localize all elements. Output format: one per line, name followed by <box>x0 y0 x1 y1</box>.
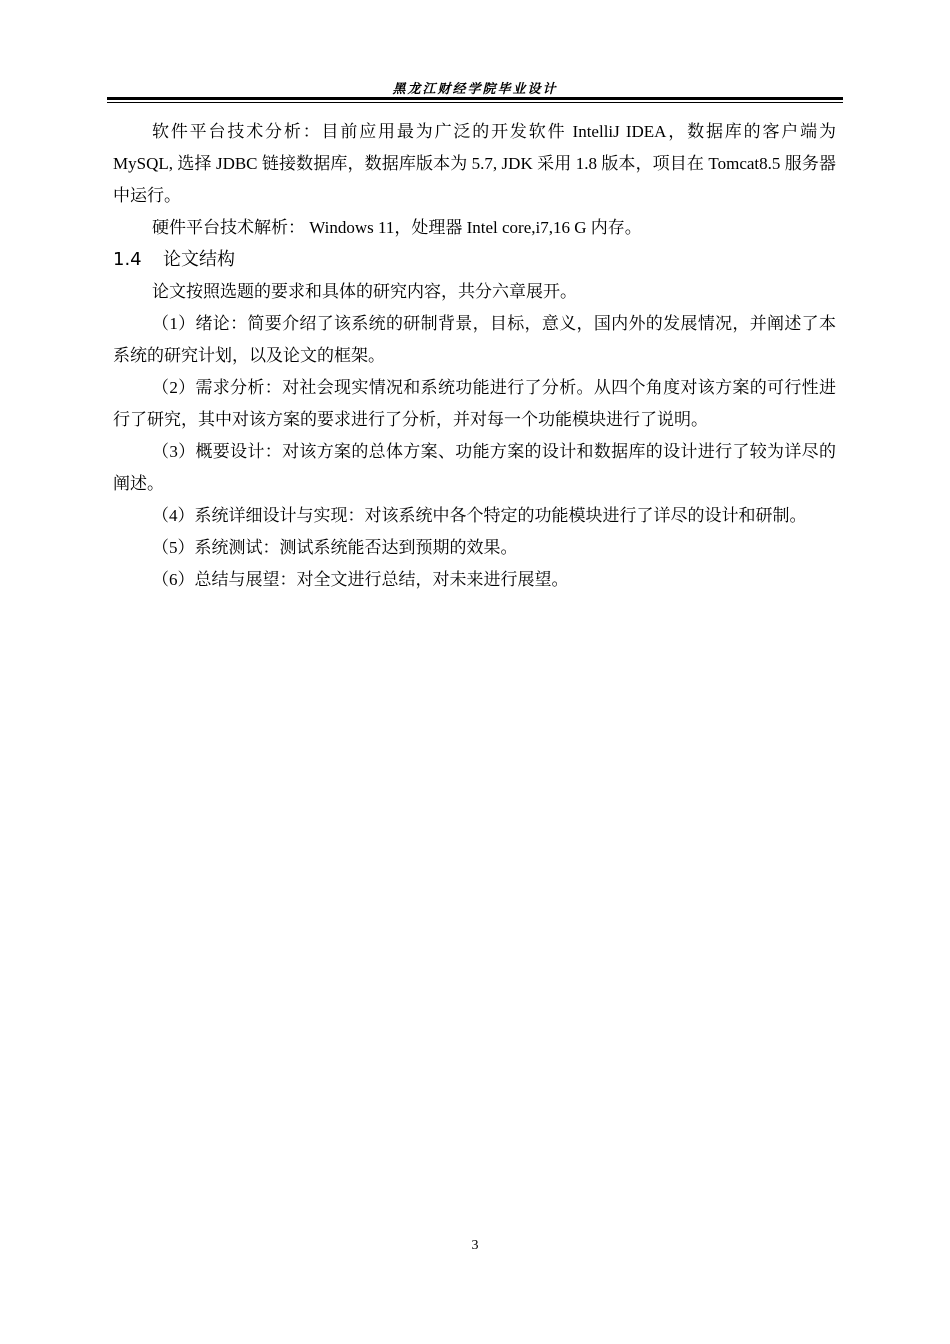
header-title: 黑龙江财经学院毕业设计 <box>392 82 558 97</box>
paragraph-chapter-3: （3）概要设计：对该方案的总体方案、功能方案的设计和数据库的设计进行了较为详尽的阐述。 <box>113 442 836 493</box>
paragraph-intro: 论文按照选题的要求和具体的研究内容，共分六章展开。 <box>152 282 577 301</box>
section-heading <box>113 244 836 276</box>
section-number: 1.4 <box>113 249 142 270</box>
paragraph-chapter-4: （4）系统详细设计与实现：对该系统中各个特定的功能模块进行了详尽的设计和研制。 <box>152 506 807 525</box>
page-number: 3 <box>471 1238 479 1253</box>
paragraph-software-platform: 软件平台技术分析：目前应用最为广泛的开发软件 IntelliJ IDEA，数据库的客户端为 MySQL, 选择 JDBC 链接数据库，数据库版本为 5.7, JDK 采用 1.8 版本，项目在 Tomcat8.5 服务器中运行。 <box>113 122 836 205</box>
section-title: 论文结构 <box>163 249 235 270</box>
paragraph-chapter-2: （2）需求分析：对社会现实情况和系统功能进行了分析。从四个角度对该方案的可行性进行了研究，其中对该方案的要求进行了分析，并对每一个功能模块进行了说明。 <box>113 378 836 429</box>
page-body <box>113 116 836 596</box>
paragraph-chapter-1: （1）绪论：简要介绍了该系统的研制背景，目标，意义，国内外的发展情况，并阐述了本系统的研究计划，以及论文的框架。 <box>113 314 836 365</box>
header-rule-thick <box>107 97 843 100</box>
header-rule-thin <box>107 102 843 103</box>
paragraph-hardware-platform: 硬件平台技术解析： Windows 11，处理器 Intel core,i7,16 G 内存。 <box>152 218 642 237</box>
paragraph-chapter-5: （5）系统测试：测试系统能否达到预期的效果。 <box>152 538 518 557</box>
paragraph-chapter-6: （6）总结与展望：对全文进行总结，对未来进行展望。 <box>152 570 569 589</box>
